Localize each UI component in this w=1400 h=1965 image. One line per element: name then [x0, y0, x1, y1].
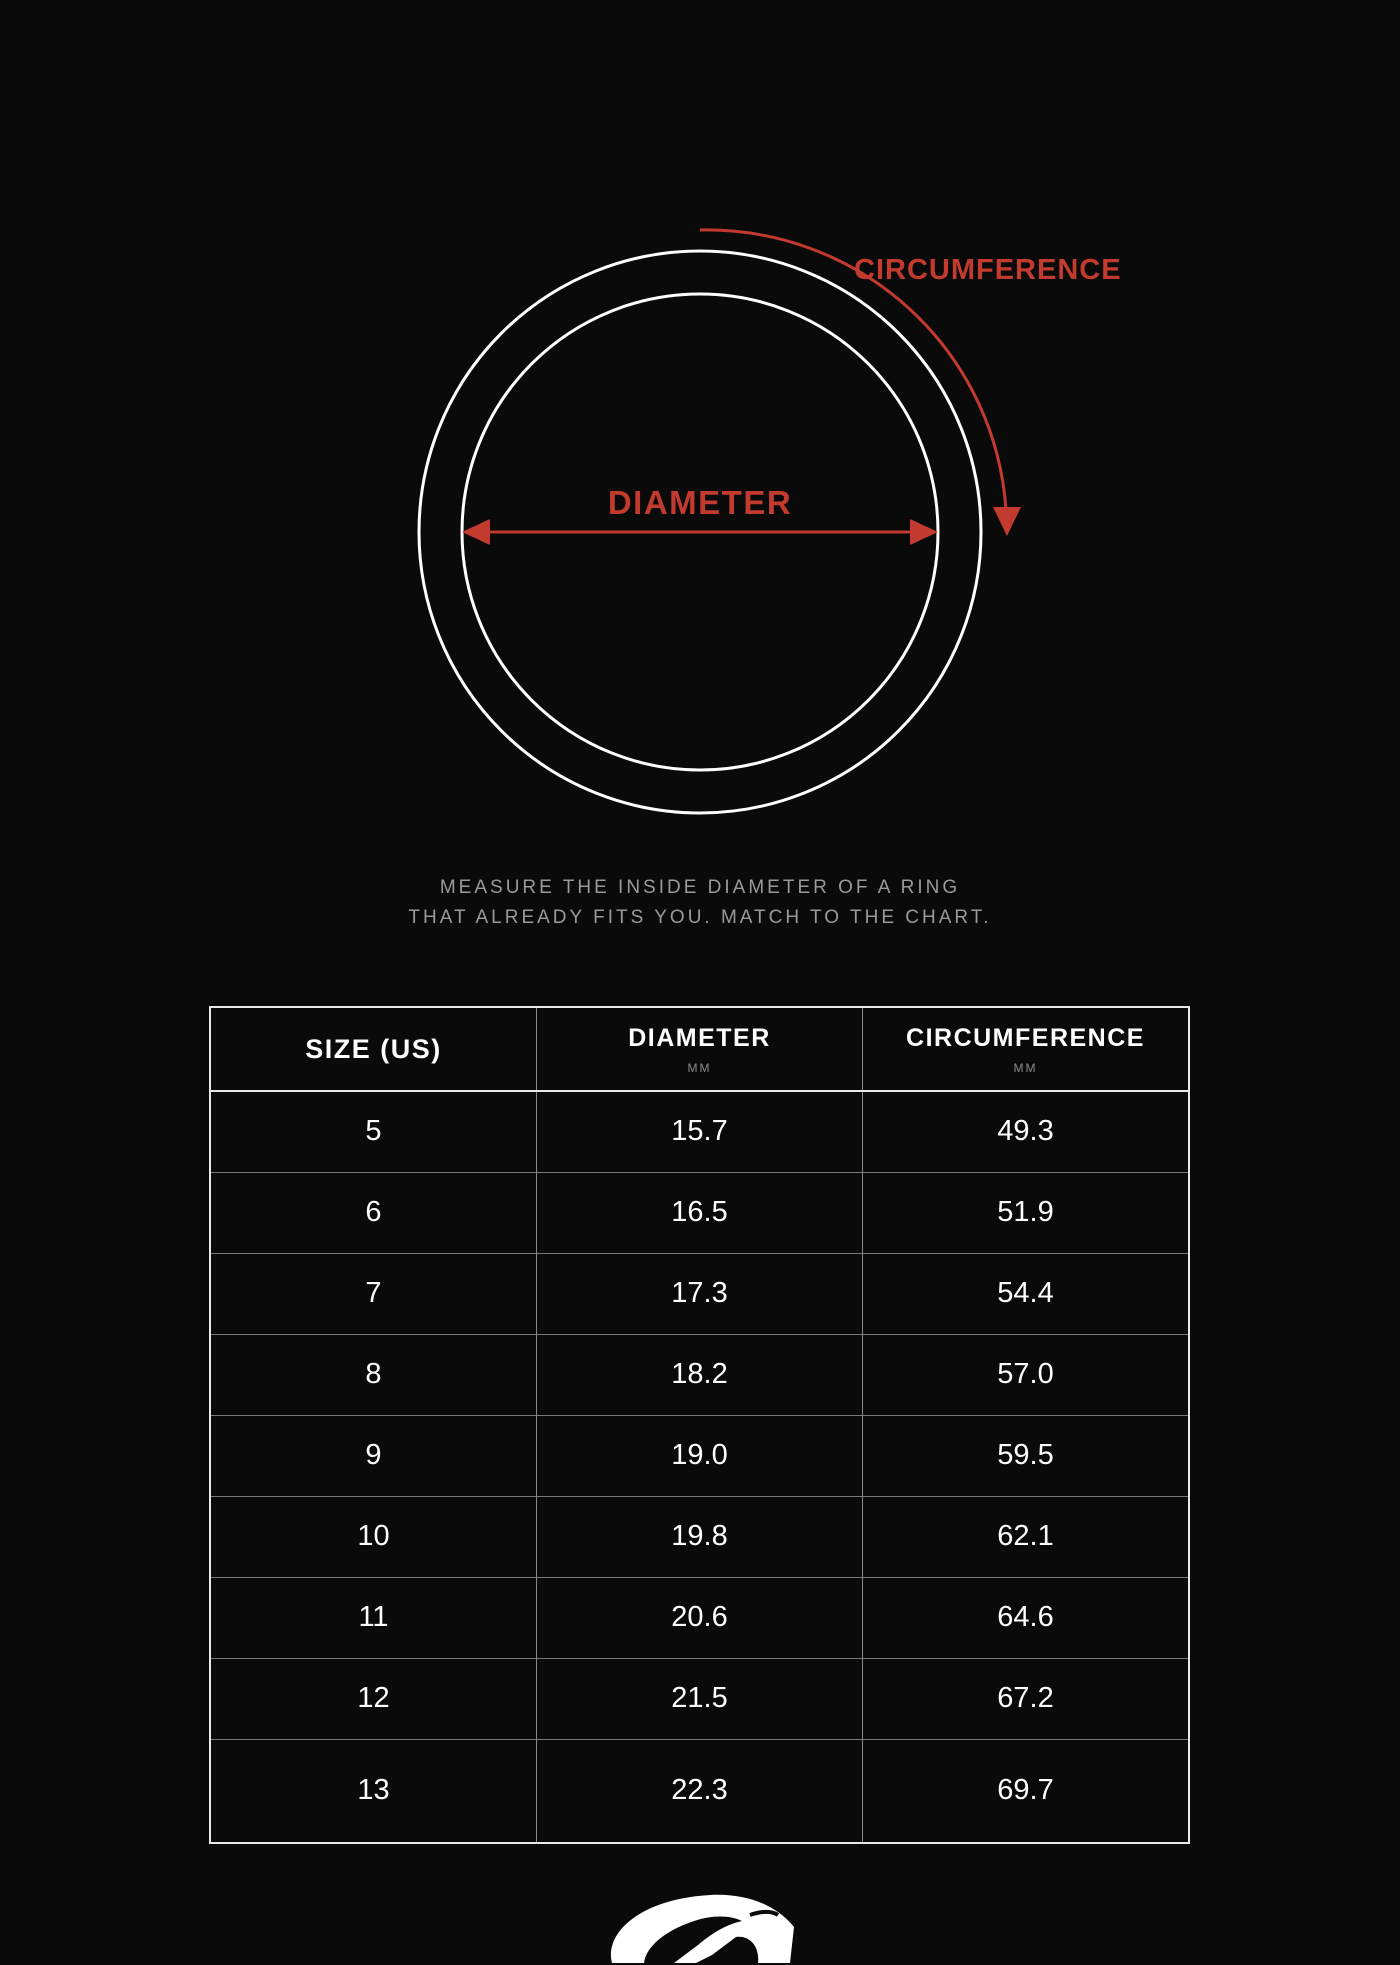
cell-size: 7 [210, 1253, 537, 1334]
cell-circumference: 49.3 [863, 1091, 1190, 1172]
cell-size: 9 [210, 1415, 537, 1496]
cell-circumference: 59.5 [863, 1415, 1190, 1496]
cell-diameter: 20.6 [537, 1577, 863, 1658]
diameter-arrowhead-left [462, 519, 490, 545]
cell-size: 10 [210, 1496, 537, 1577]
cell-circumference: 54.4 [863, 1253, 1190, 1334]
cell-diameter: 15.7 [537, 1091, 863, 1172]
diameter-label: DIAMETER [607, 484, 793, 521]
cell-circumference: 69.7 [863, 1739, 1190, 1843]
header-circumference-title: CIRCUMFERENCE [906, 1023, 1145, 1052]
cell-diameter: 21.5 [537, 1658, 863, 1739]
cell-size: 13 [210, 1739, 537, 1843]
cell-diameter: 16.5 [537, 1172, 863, 1253]
diameter-arrowhead-right [910, 519, 938, 545]
cell-diameter: 19.8 [537, 1496, 863, 1577]
measurement-instructions [0, 873, 1400, 933]
header-circumference [863, 1007, 1190, 1091]
header-size-us [210, 1007, 537, 1091]
header-diameter [537, 1007, 863, 1091]
table-row [210, 1172, 1189, 1253]
ring-size-diagram [0, 0, 1400, 860]
circumference-arrowhead [993, 507, 1021, 536]
table-row [210, 1334, 1189, 1415]
cell-size: 8 [210, 1334, 537, 1415]
cell-circumference: 64.6 [863, 1577, 1190, 1658]
table-row [210, 1091, 1189, 1172]
cell-size: 5 [210, 1091, 537, 1172]
header-diameter-unit: MM [687, 1060, 712, 1075]
table-row [210, 1577, 1189, 1658]
instructions-line-1: MEASURE THE INSIDE DIAMETER OF A RING [439, 877, 961, 898]
cell-circumference: 67.2 [863, 1658, 1190, 1739]
cell-circumference: 51.9 [863, 1172, 1190, 1253]
table-row [210, 1496, 1189, 1577]
cell-diameter: 22.3 [537, 1739, 863, 1843]
header-size-title: SIZE (US) [305, 1033, 442, 1064]
cell-size: 12 [210, 1658, 537, 1739]
header-diameter-title: DIAMETER [628, 1023, 771, 1052]
cell-size: 11 [210, 1577, 537, 1658]
table-row [210, 1658, 1189, 1739]
ring-size-table [209, 1006, 1190, 1844]
cell-diameter: 17.3 [537, 1253, 863, 1334]
brand-logo-icon [600, 1885, 800, 1965]
cell-circumference: 62.1 [863, 1496, 1190, 1577]
table-row [210, 1415, 1189, 1496]
cell-diameter: 19.0 [537, 1415, 863, 1496]
table-row [210, 1253, 1189, 1334]
instructions-line-2: THAT ALREADY FITS YOU. MATCH TO THE CHART. [408, 907, 992, 928]
header-circumference-unit: MM [1013, 1060, 1038, 1075]
table-row [210, 1739, 1189, 1843]
cell-size: 6 [210, 1172, 537, 1253]
cell-diameter: 18.2 [537, 1334, 863, 1415]
circumference-label: CIRCUMFERENCE [854, 254, 1122, 286]
table-header-row [210, 1007, 1189, 1091]
cell-circumference: 57.0 [863, 1334, 1190, 1415]
